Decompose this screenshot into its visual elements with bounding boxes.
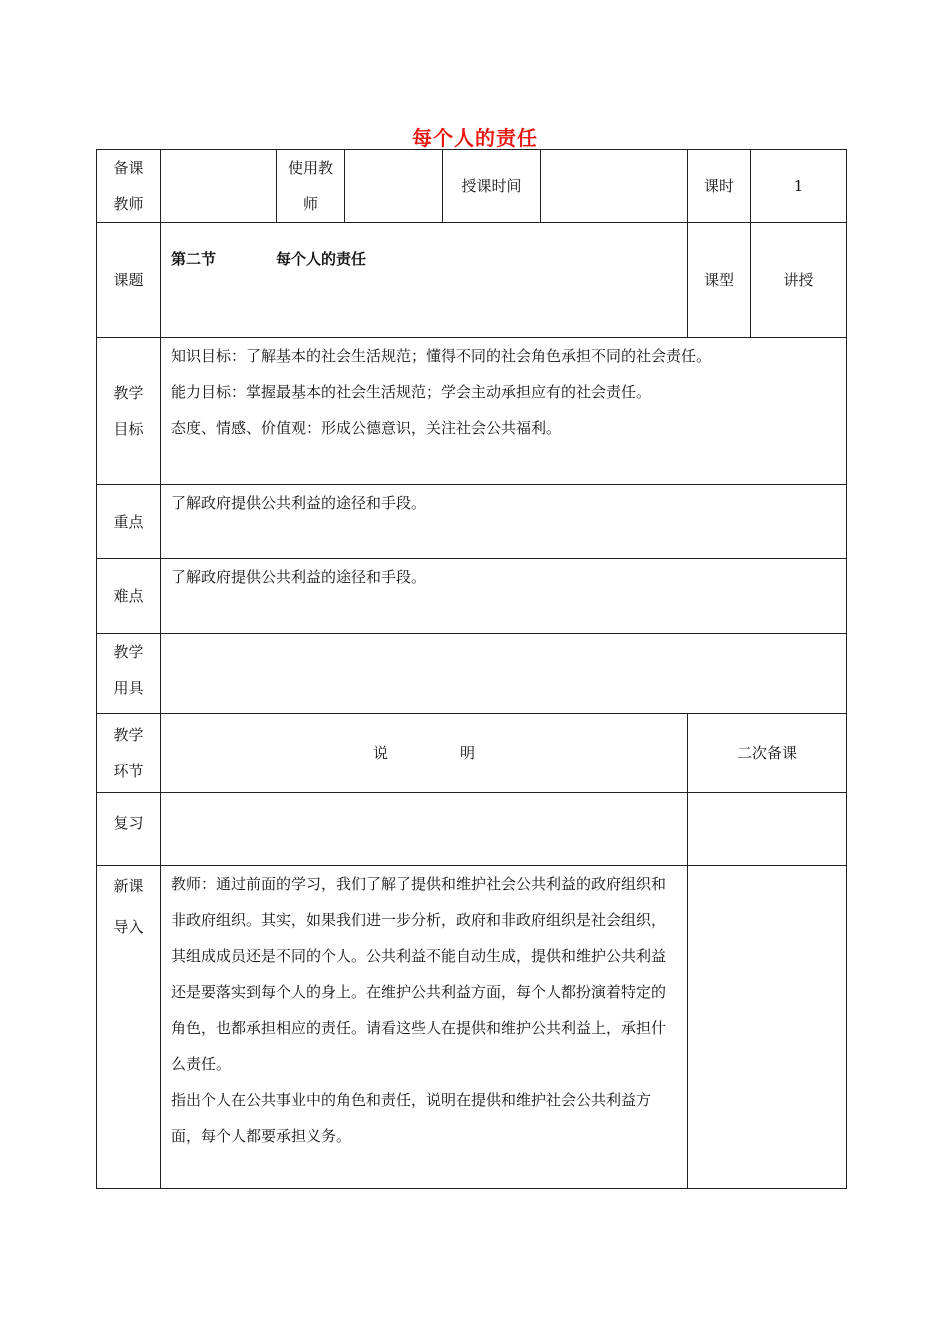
topic-row [97, 223, 847, 338]
ability-goal: 能力目标：掌握最基本的社会生活规范；学会主动承担应有的社会责任。 [171, 383, 652, 401]
lesson-type-label-cell: 课型 [688, 223, 751, 338]
difficulty-text-cell: 了解政府提供公共利益的途径和手段。 [161, 559, 847, 634]
teacher-label-line1: 备课 [113, 159, 144, 177]
review-text-cell [161, 793, 688, 866]
topic-section: 第二节 [171, 250, 217, 268]
teacher-value-cell [161, 150, 277, 223]
goals-text-cell [161, 338, 847, 485]
section-label-line1: 教学 [113, 726, 144, 744]
goals-label-line2: 目标 [113, 420, 144, 438]
key-point-label-cell: 重点 [97, 485, 161, 559]
lesson-plan-table [96, 149, 847, 1189]
description-char-2: 明 [460, 744, 476, 762]
tools-row [97, 634, 847, 714]
description-char-1: 说 [372, 744, 388, 762]
goals-label-cell [97, 338, 161, 485]
topic-value-cell [161, 223, 688, 338]
key-point-row [97, 485, 847, 559]
teacher-label-cell [97, 150, 161, 223]
second-prep-header-cell: 二次备课 [688, 714, 847, 793]
page-title: 每个人的责任 [412, 126, 538, 150]
new-lesson-row [97, 866, 847, 1189]
user-teacher-value-cell [345, 150, 443, 223]
class-time-value-cell [541, 150, 688, 223]
tools-label-line2: 用具 [113, 679, 144, 697]
section-label-cell [97, 714, 161, 793]
difficulty-label-cell: 难点 [97, 559, 161, 634]
description-header-cell [161, 714, 688, 793]
new-lesson-text-cell [161, 866, 688, 1189]
goals-label-line1: 教学 [113, 384, 144, 402]
tools-text-cell [161, 634, 847, 714]
tools-label-line1: 教学 [113, 643, 144, 661]
difficulty-row [97, 559, 847, 634]
new-lesson-paragraph-2: 指出个人在公共事业中的角色和责任，说明在提供和维护社会公共利益方面，每个人都要承担义务。 [171, 1091, 652, 1145]
new-lesson-label-cell [97, 866, 161, 1189]
goals-row [97, 338, 847, 485]
tools-label-cell [97, 634, 161, 714]
key-point-text-cell: 了解政府提供公共利益的途径和手段。 [161, 485, 847, 559]
teacher-label-line2: 教师 [113, 195, 144, 213]
new-lesson-label-line2: 导入 [113, 918, 144, 936]
new-lesson-note-cell [688, 866, 847, 1189]
topic-name: 每个人的责任 [276, 250, 367, 268]
new-lesson-label-line1: 新课 [113, 877, 144, 895]
lesson-type-value-cell: 讲授 [751, 223, 847, 338]
hours-value-cell: 1 [751, 150, 847, 223]
section-header-row [97, 714, 847, 793]
hours-label-cell: 课时 [688, 150, 751, 223]
review-label-cell: 复习 [97, 793, 161, 866]
new-lesson-paragraph-1: 教师：通过前面的学习，我们了解了提供和维护社会公共利益的政府组织和非政府组织。其实，如果我们进一步分析，政府和非政府组织是社会组织，其组成成员还是不同的个人。公共利益不能自动生成，提供和维护公共利益还是要落实到每个人的身上。在维护公共利益方面，每个人都扮演着特定的角色，也都承担相应的责任。请看这些人在提供和维护公共利益上，承担什么责任。 [171, 875, 667, 1073]
attitude-goal: 态度、情感、价值观：形成公德意识，关注社会公共福利。 [171, 419, 562, 437]
section-label-line2: 环节 [113, 762, 144, 780]
user-teacher-label-cell [277, 150, 345, 223]
header-row [97, 150, 847, 223]
topic-label-cell: 课题 [97, 223, 161, 338]
review-note-cell [688, 793, 847, 866]
user-teacher-label-line2: 师 [302, 195, 318, 213]
review-row [97, 793, 847, 866]
knowledge-goal: 知识目标：了解基本的社会生活规范；懂得不同的社会角色承担不同的社会责任。 [171, 347, 712, 365]
user-teacher-label-line1: 使用教 [287, 159, 333, 177]
class-time-label-cell: 授课时间 [443, 150, 541, 223]
